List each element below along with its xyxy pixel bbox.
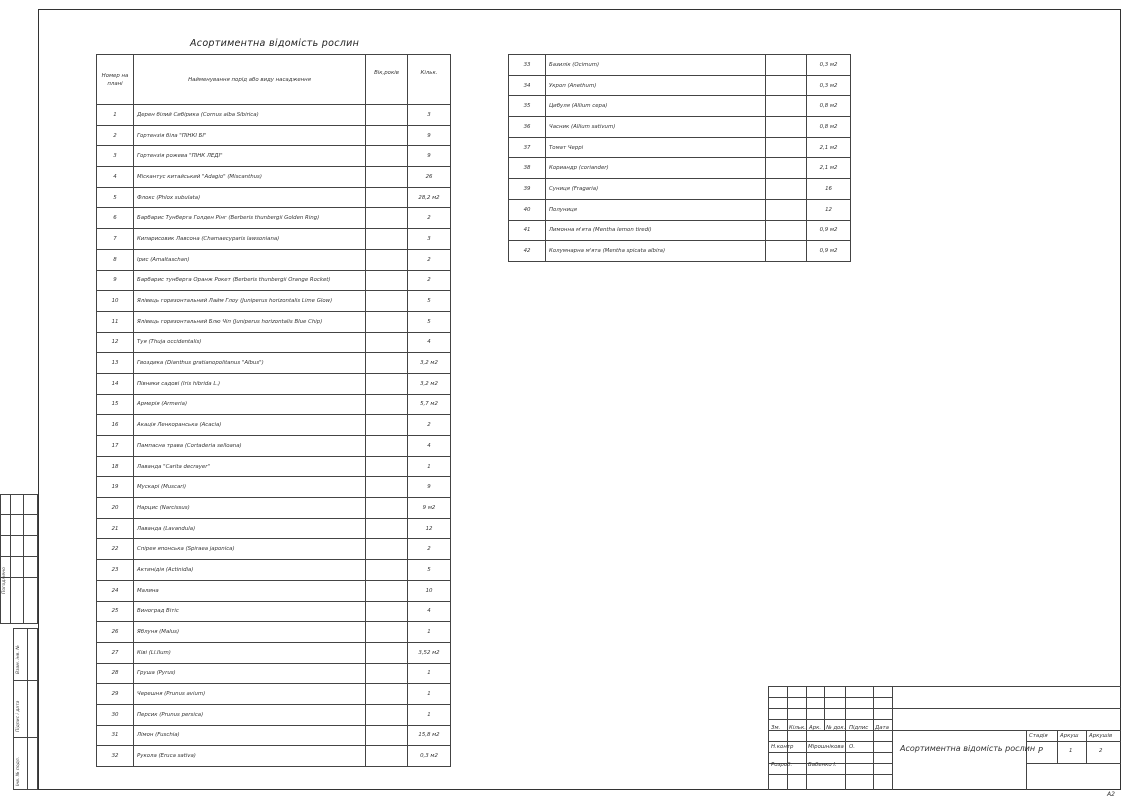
row-qty: 0,8 м2	[807, 117, 851, 138]
table-row	[509, 96, 851, 117]
row-qty: 4	[408, 436, 451, 457]
sheet-format: A2	[1107, 791, 1115, 798]
row-age	[366, 353, 408, 374]
row-age	[366, 311, 408, 332]
row-num: 8	[97, 249, 134, 270]
row-num: 29	[97, 684, 134, 705]
row-qty: 2	[408, 270, 451, 291]
header-name: Найменування порід або виду насадження	[134, 55, 366, 105]
row-qty: 3,52 м2	[408, 642, 451, 663]
table-row	[97, 146, 451, 167]
row-age	[366, 704, 408, 725]
row-age	[366, 187, 408, 208]
table-row	[97, 311, 451, 332]
row-name: Укроп (Anethum)	[546, 75, 766, 96]
row-num: 40	[509, 199, 546, 220]
stamp-val-arkush: 1	[1069, 748, 1073, 754]
row-age	[366, 539, 408, 560]
table-row	[97, 415, 451, 436]
row-num: 36	[509, 117, 546, 138]
row-qty: 4	[408, 601, 451, 622]
row-qty: 2	[408, 208, 451, 229]
stamp-col-arkush: Аркуш	[1060, 733, 1079, 739]
row-name: Малина	[134, 580, 366, 601]
row-age	[366, 725, 408, 746]
row-name: Гортензія біла "ПІНКІ БІ"	[134, 125, 366, 146]
row-num: 14	[97, 373, 134, 394]
row-num: 27	[97, 642, 134, 663]
row-name: Кориандр (coriander)	[546, 158, 766, 179]
label-vzam-inv: Взам. інв. №	[16, 645, 21, 674]
row-num: 21	[97, 518, 134, 539]
row-num: 4	[97, 167, 134, 188]
table-row	[97, 187, 451, 208]
row-qty: 15,8 м2	[408, 725, 451, 746]
row-num: 15	[97, 394, 134, 415]
row-age	[366, 146, 408, 167]
table-row	[97, 539, 451, 560]
row-name: Груша (Pyrus)	[134, 663, 366, 684]
row-num: 12	[97, 332, 134, 353]
row-qty: 3	[408, 105, 451, 126]
row-name: Актинідія (Actinidia)	[134, 560, 366, 581]
row-age	[366, 518, 408, 539]
left-margin-strip	[0, 494, 38, 790]
row-name: Виноград Вітіс	[134, 601, 366, 622]
stamp-drawing-title: Асортиментна відомість рослин	[900, 744, 1036, 753]
row-name: Часник (Allium sativum)	[546, 117, 766, 138]
row-qty: 5	[408, 311, 451, 332]
row-name: Колумнарна м'ята (Mentha spicata albira)	[546, 241, 766, 262]
row-qty: 3,2 м2	[408, 373, 451, 394]
stamp-col-stadiya: Стадія	[1029, 733, 1048, 739]
row-num: 1	[97, 105, 134, 126]
row-qty: 0,3 м2	[807, 75, 851, 96]
row-qty: 1	[408, 704, 451, 725]
row-qty: 1	[408, 456, 451, 477]
row-qty: 28,2 м2	[408, 187, 451, 208]
row-age	[366, 498, 408, 519]
row-qty: 0,8 м2	[807, 96, 851, 117]
row-qty: 4	[408, 332, 451, 353]
row-name: Дерен білий Сибірика (Cornus alba Sibirica)	[134, 105, 366, 126]
row-num: 22	[97, 539, 134, 560]
row-num: 3	[97, 146, 134, 167]
table-row	[97, 601, 451, 622]
table-row	[97, 642, 451, 663]
table-row	[97, 394, 451, 415]
row-age	[366, 394, 408, 415]
row-age	[366, 332, 408, 353]
row-num: 35	[509, 96, 546, 117]
row-qty: 2	[408, 539, 451, 560]
row-age	[766, 96, 807, 117]
table-row	[97, 580, 451, 601]
table-row	[97, 518, 451, 539]
row-age	[366, 229, 408, 250]
row-num: 32	[97, 746, 134, 767]
row-name: Гвоздика (Dianthus gratianopolitanus "Albus")	[134, 353, 366, 374]
label-pogodzheno: Погоджено	[2, 567, 7, 594]
table-row	[97, 105, 451, 126]
row-name: Томат Черрі	[546, 137, 766, 158]
row-qty: 9	[408, 477, 451, 498]
stamp-col-zm: Зм.	[771, 725, 781, 731]
stamp-role-2: Розроб.	[771, 762, 793, 768]
row-qty: 12	[807, 199, 851, 220]
row-qty: 12	[408, 518, 451, 539]
table-row	[97, 373, 451, 394]
table-row	[509, 137, 851, 158]
table-row	[97, 684, 451, 705]
row-name: Армерія (Armeria)	[134, 394, 366, 415]
stamp-val-arkushiv: 2	[1099, 748, 1103, 754]
row-qty: 9	[408, 125, 451, 146]
row-age	[366, 270, 408, 291]
table-header	[97, 55, 451, 105]
table-row	[97, 663, 451, 684]
row-age	[366, 601, 408, 622]
stamp-col-data: Дата	[875, 725, 889, 731]
row-num: 39	[509, 179, 546, 200]
row-num: 42	[509, 241, 546, 262]
row-name: Полуниця	[546, 199, 766, 220]
row-num: 11	[97, 311, 134, 332]
row-name: Флокс (Phlox subulata)	[134, 187, 366, 208]
row-name: Кипарисовик Лавсона (Chamaecyparis lawsoniana)	[134, 229, 366, 250]
row-qty: 5	[408, 560, 451, 581]
row-num: 23	[97, 560, 134, 581]
row-num: 10	[97, 291, 134, 312]
row-age	[366, 663, 408, 684]
row-num: 7	[97, 229, 134, 250]
row-num: 33	[509, 55, 546, 76]
table-row	[97, 249, 451, 270]
stamp-val-stadiya: Р	[1038, 746, 1043, 755]
row-qty: 3,2 м2	[408, 353, 451, 374]
row-num: 34	[509, 75, 546, 96]
row-age	[366, 436, 408, 457]
table-row	[97, 622, 451, 643]
row-name: Туя (Thuja occidentalis)	[134, 332, 366, 353]
row-name: Ірис (Amaltaschan)	[134, 249, 366, 270]
row-age	[766, 137, 807, 158]
row-age	[366, 684, 408, 705]
table-row	[97, 725, 451, 746]
header-num: Номер на плані	[97, 55, 134, 105]
table-row	[509, 75, 851, 96]
row-name: Міскантус китайський "Adagio" (Miscanthus)	[134, 167, 366, 188]
row-age	[766, 241, 807, 262]
row-age	[366, 373, 408, 394]
row-age	[366, 580, 408, 601]
row-num: 5	[97, 187, 134, 208]
table-row	[97, 704, 451, 725]
row-age	[366, 456, 408, 477]
table-row	[97, 167, 451, 188]
row-age	[766, 55, 807, 76]
row-age	[366, 477, 408, 498]
row-age	[366, 415, 408, 436]
table-row	[97, 498, 451, 519]
row-num: 6	[97, 208, 134, 229]
table-row	[97, 125, 451, 146]
stamp-name-1: Мірошнікова	[808, 744, 844, 750]
row-num: 2	[97, 125, 134, 146]
stamp-col-kilk: Кільк.	[789, 725, 806, 731]
row-age	[366, 622, 408, 643]
row-age	[766, 117, 807, 138]
row-name: Спірея японська (Spiraea japonica)	[134, 539, 366, 560]
row-age	[766, 199, 807, 220]
table-row	[97, 229, 451, 250]
stamp-col-pidpys: Підпис	[849, 725, 869, 731]
table-row	[97, 436, 451, 457]
row-num: 37	[509, 137, 546, 158]
label-inv-podl: Інв. № подл.	[16, 756, 21, 786]
row-num: 26	[97, 622, 134, 643]
table-row	[97, 332, 451, 353]
table-row	[509, 158, 851, 179]
stamp-role-1: Н.контр	[771, 744, 794, 750]
row-name: Суниця (Fragaria)	[546, 179, 766, 200]
row-name: Пампасна трава (Cortaderia selloana)	[134, 436, 366, 457]
table-row	[97, 456, 451, 477]
agreement-row	[0, 514, 38, 536]
row-age	[766, 179, 807, 200]
row-age	[366, 746, 408, 767]
table-row	[509, 220, 851, 241]
row-name: Нарцис (Narcissus)	[134, 498, 366, 519]
row-name: Рукола (Eruca sativa)	[134, 746, 366, 767]
table-row	[97, 560, 451, 581]
table-row	[509, 199, 851, 220]
row-num: 31	[97, 725, 134, 746]
row-name: Барбарис тунберга Оранж Рокет (Berberis thunbergii Orange Rocket)	[134, 270, 366, 291]
row-name: Ялівець горизонтальний Блю Чіп (Juniperus horizontalis Blue Chip)	[134, 311, 366, 332]
row-age	[366, 105, 408, 126]
row-age	[366, 642, 408, 663]
row-qty: 16	[807, 179, 851, 200]
row-age	[766, 220, 807, 241]
row-name: Гортензія рожева "ПІНК ЛЕДІ"	[134, 146, 366, 167]
row-age	[366, 167, 408, 188]
label-pidpys-data: Підпис і дата	[16, 700, 21, 732]
row-num: 28	[97, 663, 134, 684]
table-row	[97, 208, 451, 229]
row-name: Півники садові (Iris hibrida L.)	[134, 373, 366, 394]
stamp-col-ark: Арк.	[809, 725, 822, 731]
row-name: Барбарис Тунберга Голден Рінг (Berberis thunbergii Golden Ring)	[134, 208, 366, 229]
row-qty: 2,1 м2	[807, 137, 851, 158]
row-name: Акація Ленкоранська (Acacia)	[134, 415, 366, 436]
table-row	[509, 117, 851, 138]
row-name: Лимонна м'ята (Mentha lemon tiredi)	[546, 220, 766, 241]
row-name: Ялівець горизонтальний Лайм Глоу (Juniperus horizontalis Lime Glow)	[134, 291, 366, 312]
row-num: 16	[97, 415, 134, 436]
row-age	[366, 125, 408, 146]
row-qty: 10	[408, 580, 451, 601]
row-num: 24	[97, 580, 134, 601]
table-row	[509, 55, 851, 76]
plants-table-left	[96, 54, 451, 767]
table-row	[509, 241, 851, 262]
row-name: Лімон (Fuschia)	[134, 725, 366, 746]
table-row	[97, 477, 451, 498]
row-num: 19	[97, 477, 134, 498]
row-num: 9	[97, 270, 134, 291]
row-name: Черешня (Prunus avium)	[134, 684, 366, 705]
row-name: Цибуля (Allium cepa)	[546, 96, 766, 117]
stamp-col-arkushiv: Аркушів	[1089, 733, 1113, 739]
row-num: 20	[97, 498, 134, 519]
row-qty: 2,1 м2	[807, 158, 851, 179]
row-qty: 3	[408, 229, 451, 250]
row-name: Персик (Prunus persica)	[134, 704, 366, 725]
row-name: Мускарі (Muscari)	[134, 477, 366, 498]
row-num: 38	[509, 158, 546, 179]
row-qty: 0,3 м2	[408, 746, 451, 767]
row-num: 41	[509, 220, 546, 241]
row-qty: 1	[408, 663, 451, 684]
row-qty: 0,9 м2	[807, 220, 851, 241]
row-age	[766, 75, 807, 96]
table-row	[97, 746, 451, 767]
header-age: Вік,років	[366, 55, 408, 105]
row-age	[366, 249, 408, 270]
sheet-title: Асортиментна відомість рослин	[190, 38, 360, 49]
row-num: 18	[97, 456, 134, 477]
table-row	[509, 179, 851, 200]
row-qty: 1	[408, 622, 451, 643]
row-qty: 5,7 м2	[408, 394, 451, 415]
row-qty: 9 м2	[408, 498, 451, 519]
row-qty: 2	[408, 249, 451, 270]
stamp-col-ndok: № док.	[826, 725, 846, 731]
row-qty: 26	[408, 167, 451, 188]
row-age	[366, 291, 408, 312]
table-row	[97, 353, 451, 374]
row-num: 25	[97, 601, 134, 622]
row-qty: 5	[408, 291, 451, 312]
stamp-name-2: Бабенко І.	[808, 762, 837, 768]
title-block	[768, 686, 1121, 790]
table-row	[97, 291, 451, 312]
row-num: 17	[97, 436, 134, 457]
row-name: Ківі (Ll.Ilum)	[134, 642, 366, 663]
row-num: 30	[97, 704, 134, 725]
row-qty: 1	[408, 684, 451, 705]
stamp-value-1: О.	[849, 744, 855, 750]
row-age	[366, 208, 408, 229]
plants-table-right	[508, 54, 851, 262]
row-name: Базилік (Ocimum)	[546, 55, 766, 76]
row-name: Яблуня (Malus)	[134, 622, 366, 643]
row-num: 13	[97, 353, 134, 374]
row-name: Лаванда "Carita decrayer"	[134, 456, 366, 477]
row-age	[766, 158, 807, 179]
row-name: Лаванда (Lavandula)	[134, 518, 366, 539]
table-row	[97, 270, 451, 291]
row-qty: 9	[408, 146, 451, 167]
row-qty: 2	[408, 415, 451, 436]
row-age	[366, 560, 408, 581]
row-qty: 0,3 м2	[807, 55, 851, 76]
row-qty: 0,9 м2	[807, 241, 851, 262]
header-qty: Кільк.	[408, 55, 451, 105]
